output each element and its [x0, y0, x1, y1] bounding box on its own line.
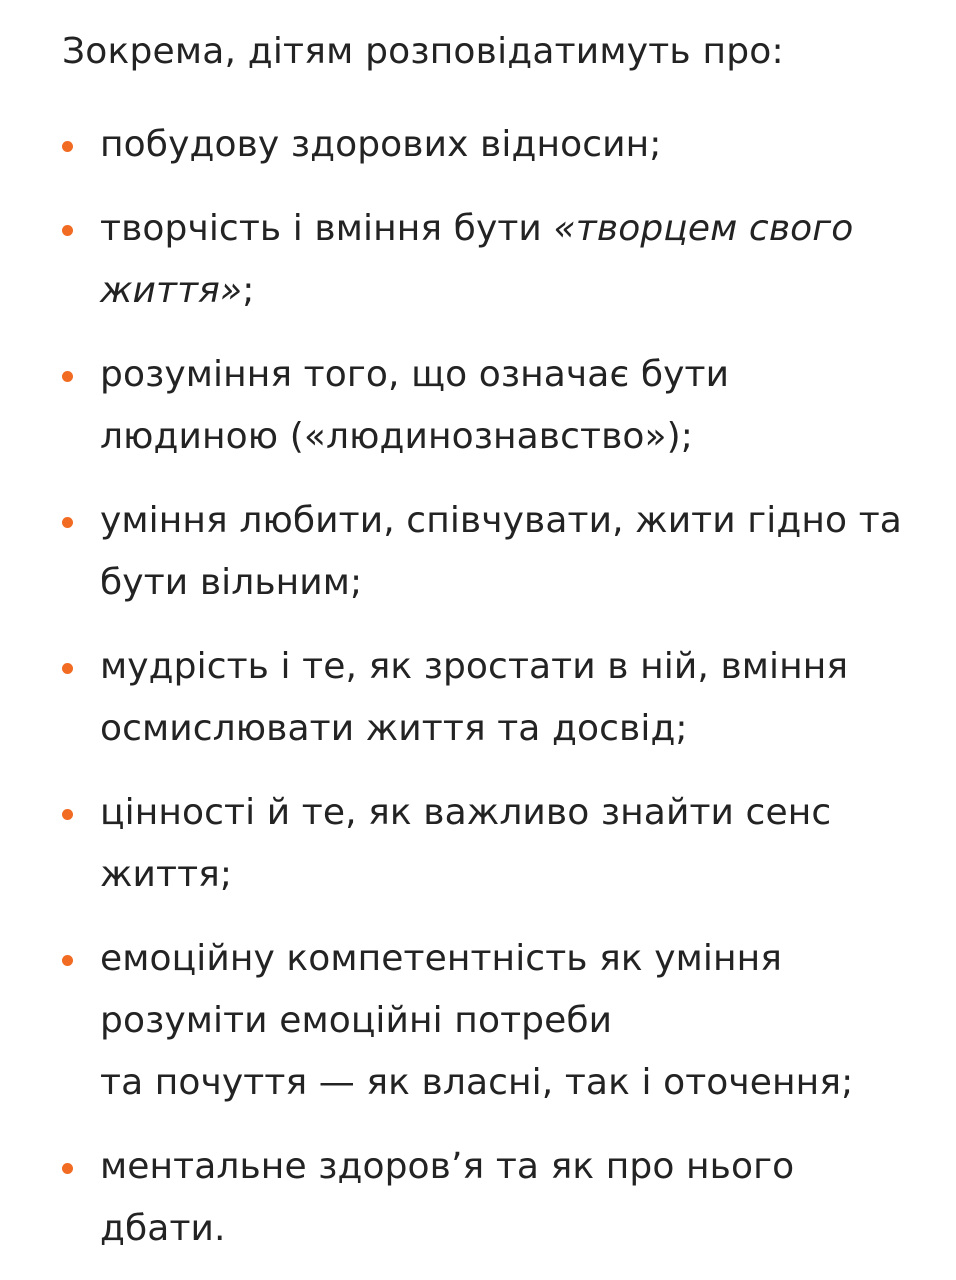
list-item	[62, 198, 916, 322]
list-item-text: мудрість і те, як зростати в ній, вміння осмислювати життя та досвід;	[100, 646, 849, 749]
list-item	[62, 114, 916, 176]
list-item	[62, 636, 916, 760]
list-item	[62, 928, 916, 1114]
list-item	[62, 1136, 916, 1260]
list-item	[62, 490, 916, 614]
bullet-dot-icon	[62, 517, 73, 528]
list-item-text: цінності й те, як важливо знайти сенс життя;	[100, 792, 832, 895]
list-item-text: розуміння того, що означає бути людиною («людинознавство»);	[100, 354, 730, 457]
list-item-text-line-1: емоційну компетентність як уміння розуміти емоційні потреби	[100, 938, 783, 1041]
list-item-text-end: ;	[242, 270, 255, 311]
list-item	[62, 344, 916, 468]
list-item-text-start: творчість і вміння бути	[100, 208, 554, 249]
bullet-dot-icon	[62, 663, 73, 674]
topics-list	[62, 114, 916, 1260]
bullet-dot-icon	[62, 809, 73, 820]
list-item-text: побудову здорових відносин;	[100, 124, 662, 165]
bullet-dot-icon	[62, 371, 73, 382]
list-item-text	[100, 208, 853, 311]
list-item-text-line-2: та почуття — як власні, так і оточення;	[100, 1062, 854, 1103]
bullet-dot-icon	[62, 1163, 73, 1174]
bullet-dot-icon	[62, 141, 73, 152]
list-item-quote: «творцем свого життя»	[100, 208, 854, 311]
list-item-text: уміння любити, співчувати, жити гідно та бути вільним;	[100, 500, 902, 603]
list-item	[62, 782, 916, 906]
intro-text: Зокрема, дітям розповідатимуть про:	[62, 31, 784, 72]
list-item-text: ментальне здоров’я та як про нього дбати.	[100, 1146, 795, 1249]
bullet-dot-icon	[62, 225, 73, 236]
bullet-dot-icon	[62, 955, 73, 966]
